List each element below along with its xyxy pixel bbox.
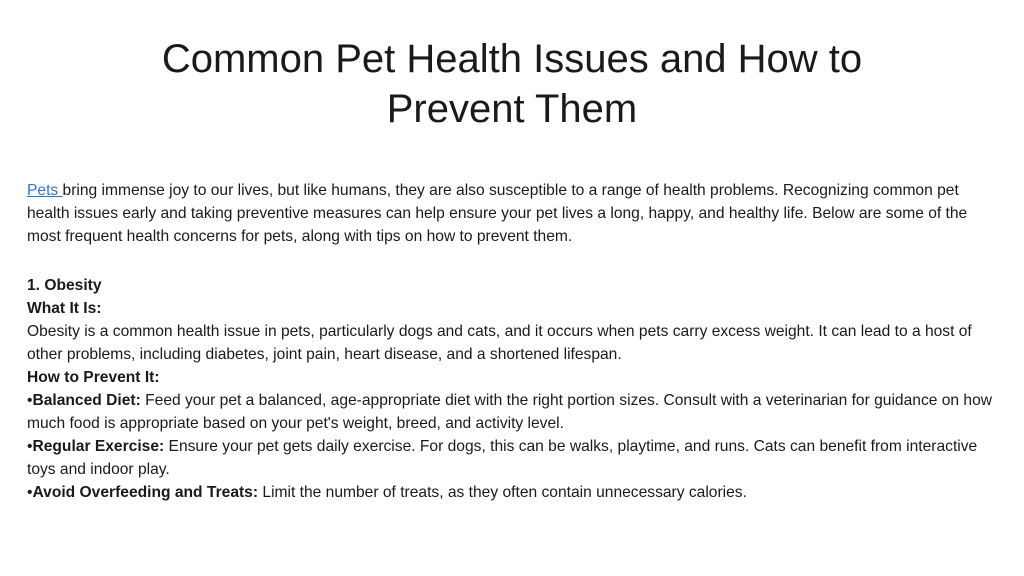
bullet-label: Regular Exercise:: [32, 438, 165, 455]
bullet-text: Ensure your pet gets daily exercise. For dogs, this can be walks, playtime, and runs. Cats can benefit from interactive toys and indoor play.: [27, 438, 978, 478]
section-heading-obesity: 1. Obesity: [27, 277, 102, 294]
title-line-2: Prevent Them: [386, 87, 638, 131]
bullet-regular-exercise: [27, 435, 1002, 481]
bullet-label: Balanced Diet:: [32, 392, 141, 409]
bullet-label: Avoid Overfeeding and Treats:: [32, 484, 259, 501]
slide-title: [100, 34, 924, 134]
bullet-avoid-overfeeding: [27, 481, 1002, 504]
bullet-marker: •: [27, 392, 33, 409]
pets-link[interactable]: Pets: [27, 182, 63, 199]
title-line-1: Common Pet Health Issues and How to: [161, 37, 863, 81]
intro-text: bring immense joy to our lives, but like humans, they are also susceptible to a range of health problems. Recognizing common pet health issues early and taking preventive measures can help ensure your pet lives a long, happy, and healthy life. Below are some of the most frequent health concerns for pets, along with tips on how to prevent them.: [27, 182, 968, 245]
how-to-prevent-label: How to Prevent It:: [27, 369, 160, 386]
bullet-balanced-diet: [27, 389, 1002, 435]
what-it-is-label: What It Is:: [27, 300, 102, 317]
bullet-text: Feed your pet a balanced, age-appropriate diet with the right portion sizes. Consult with a veterinarian for guidance on how much food is appropriate based on your pet's weight, breed, and activity level.: [27, 392, 993, 432]
bullet-text: Limit the number of treats, as they often contain unnecessary calories.: [258, 484, 747, 501]
paragraph-spacer: [27, 248, 1002, 274]
bullet-marker: •: [27, 484, 33, 501]
what-it-is-text: Obesity is a common health issue in pets, particularly dogs and cats, and it occurs when pets carry excess weight. It can lead to a host of other problems, including diabetes, joint pain, heart disease, and a shortened lifespan.: [27, 323, 972, 363]
intro-paragraph: [27, 179, 1002, 248]
slide-body: [27, 179, 1002, 504]
bullet-marker: •: [27, 438, 33, 455]
